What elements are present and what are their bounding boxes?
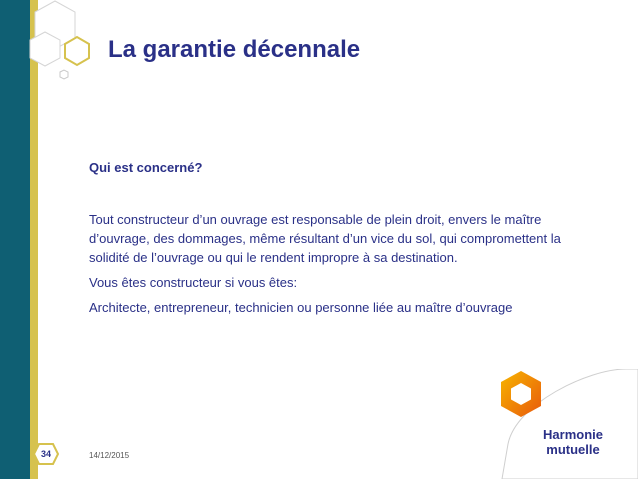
logo-text-mutuelle: mutuelle [546,442,600,457]
subheading: Qui est concerné? [89,160,203,175]
harmonie-mutuelle-logo [498,369,638,479]
page-number: 34 [40,449,51,459]
paragraph-constructor-intro: Vous êtes constructeur si vous êtes: [89,275,298,290]
footer-date: 14/12/2015 [89,451,130,460]
slide-title: La garantie décennale [108,36,361,63]
paragraph-definition: Tout constructeur d’un ouvrage est responsable de plein droit, envers le maître d’ouvrage, des dommages, même résultant d’un vice du sol, qui compromettent la solidité de l’ouvrage ou qui le rendent impropre à sa destination. [89,212,561,265]
page-number-badge [33,443,59,465]
slide-content [89,158,589,317]
hexagon-logo-icon [498,369,544,419]
paragraph-constructor-list: Architecte, entrepreneur, technicien ou personne liée au maître d’ouvrage [89,300,513,315]
logo-text-harmonie: Harmonie [543,427,603,442]
